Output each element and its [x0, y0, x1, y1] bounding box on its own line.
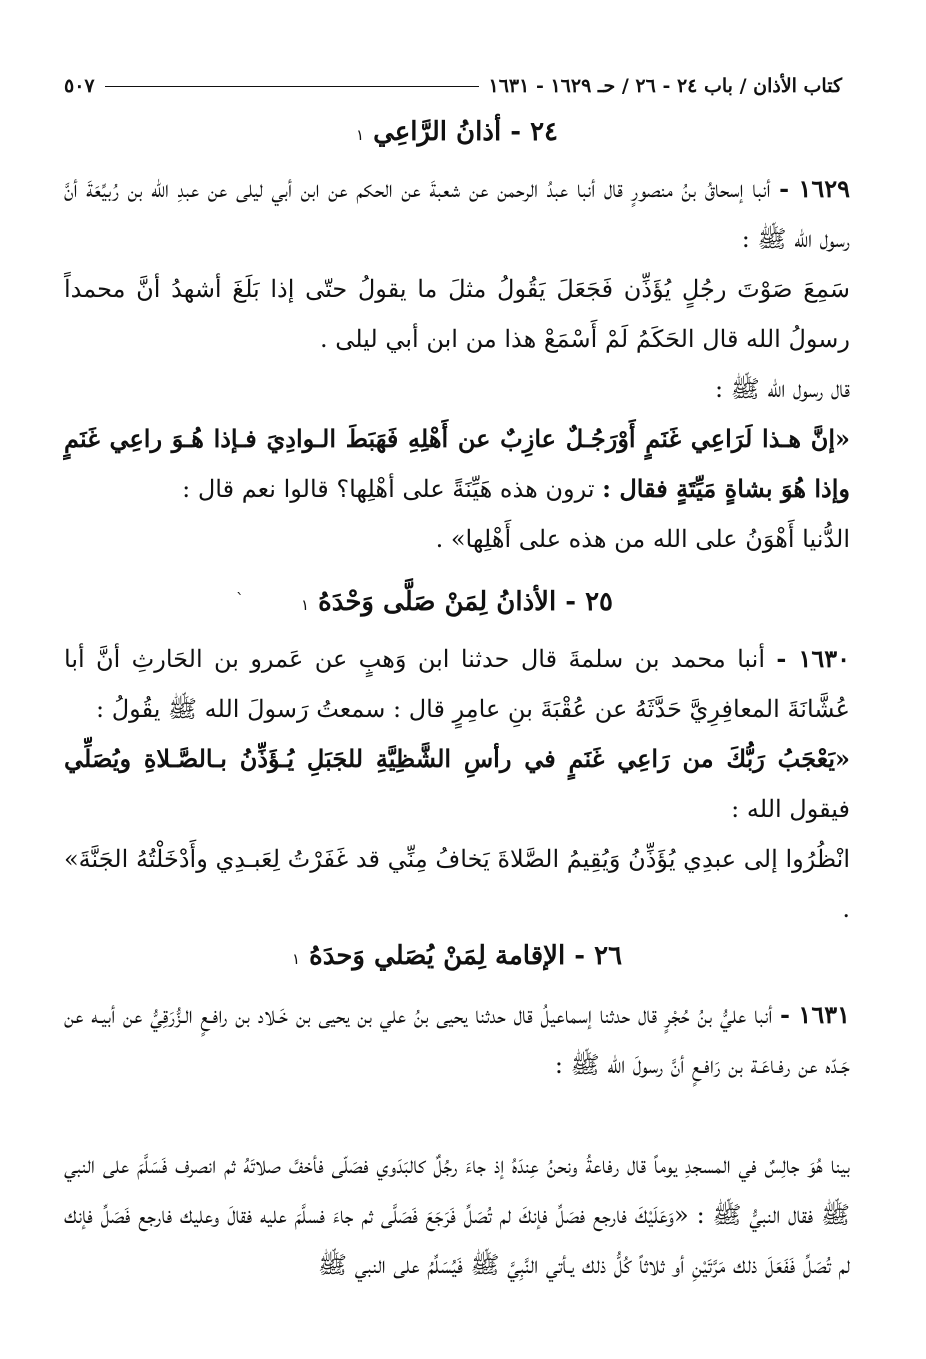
chapter-title: ٢٥ - الأذانُ لِمَنْ صَلَّى وَحْدَهُ	[318, 587, 614, 617]
hadith-1630-isnad	[64, 634, 850, 734]
hadith-1629-text	[64, 264, 850, 364]
stray-mark: `	[236, 590, 244, 609]
hadith-1630-quote	[64, 734, 850, 834]
paragraph: ترون هذه هَيِّنَةً على أهْلِها؟ قالوا نعم قال :	[182, 475, 603, 503]
footnote-mark: ١	[300, 596, 310, 614]
quote-text: «إنَّ هـذا لَرَاعِي غَنَمٍ أَوْرَجُـلٌ عازِبٌ عن أَهْلِهِ فَهَبَطَ الـوادِيَ فـإذا هُـوَ راعِي غَنَمٍ وإذا هُوَ بشاةٍ مَيِّتَةٍ فقال :	[64, 424, 850, 503]
footnote-mark: ١	[355, 126, 365, 144]
chapter-heading-25	[64, 582, 850, 625]
chapter-heading-26	[64, 936, 850, 979]
hadith-number: ١٦٣١ -	[780, 1000, 850, 1029]
paragraph: الدُّنيا أَهْوَنُ على الله من هذه على أَهْلِها» .	[435, 525, 850, 553]
page-number: ٥٠٧	[64, 75, 95, 97]
running-header	[64, 68, 842, 104]
hadith-number: ١٦٢٩ -	[779, 174, 850, 203]
hadith-1631-text	[64, 1140, 850, 1290]
isnad-text: أنبا محمد بن سلمةَ قال حدثنا ابن وَهبٍ عن عَمرو بن الحَارثِ أنَّ أبا عُشَّانَةَ المعافِرِيَّ حَدَّثَهُ عن عُقْبَةَ بنِ عامِرٍ قال : سمعتُ رَسولَ الله ﷺ يقُولُ :	[64, 645, 850, 723]
hadith-1630-end	[64, 834, 850, 934]
hadith-1629-end	[64, 514, 850, 564]
isnad-text: أنبا إسحاقُ بنُ منصورٍ قال أنبا عبدُ الرحمن عن شعبةَ عن الحكم عن ابن أبي ليلى عن عبدِ الله بن رُبيِّعَةَ أنَّ رسول الله ﷺ :	[64, 175, 850, 253]
paragraph: سَمِعَ صَوْتَ رجُلٍ يُؤَذِّن فَجَعَلَ يَقُولُ مثلَ ما يقولُ حتّى إذا بَلَغَ أشهدُ أنَّ محمداً رسولُ الله قال الحَكَمُ لَمْ أَسْمَعْ هذا من ابن أبي ليلى .	[64, 275, 850, 353]
footnote-mark: ١	[291, 950, 301, 968]
header-rule	[105, 86, 479, 87]
hadith-1629-isnad	[64, 164, 850, 264]
hadith-1629-speaker	[64, 364, 850, 414]
paragraph: قال رسول الله ﷺ :	[715, 375, 850, 403]
paragraph: فيقول الله :	[731, 795, 850, 823]
hadith-number: ١٦٣٠ -	[776, 644, 850, 673]
chapter-title: ٢٦ - الإقامة لِمَنْ يُصَلي وَحدَهُ	[309, 941, 623, 971]
hadith-1631-isnad	[64, 990, 850, 1090]
hadith-1629-quote	[64, 414, 850, 514]
paragraph: انْظُرُوا إلى عبدِي يُؤَذِّنُ وَيُقِيمُ الصَّلاةَ يَخافُ مِنِّي قد غَفَرْتُ لِعَبـدِي وأَدْخَلْتُهُ الجَنَّةَ» .	[64, 845, 850, 923]
isnad-text: أنبا عليُّ بنُ حُجْرٍ قال حدثنا إسماعيلُ قال حدثنا يحيى بنُ علي بن يحيى بن خَـلاد بن رافـعٍ الـزُّرَقِيُّ عن أبيـه عن جَـدّه عن رفـاعَـة بن رَافـعٍ أنَّ رسولَ الله ﷺ :	[64, 1001, 850, 1079]
chapter-title: ٢٤ - أذانُ الرَّاعِي	[373, 117, 559, 147]
chapter-heading-24	[64, 112, 850, 155]
paragraph: بينا هُوَ جالِسٌ في المسجدِ يوماً قال رفاعةُ ونحنُ عِندَهُ إذ جاءَ رجُلٌ كالبَدَوي فصَلّى فأخفَّ صلاتَهُ ثم انصرف فَسَلَّمَ على النبي ﷺ فقال النبيُّ ﷺ : «وَعَلَيْكَ فارجع فصَلِّ فإنكَ لم تُصَلِّ فَرَجَعَ فَصَلَّى ثم جاءَ فسلَّمَ عليه فقالَ وعليك فارجع فَصَلِّ فإنك لم تُصَلِّ فَفَعَلَ ذلك مَرَّتَيْنِ أو ثلاثاً كُلُّ ذلك يـأتي النَّبِيَّ ﷺ فَيُسَلِّمُ على النبي ﷺ	[64, 1151, 850, 1279]
quote-text: «يَعْجَبُ رَبُّكَ من رَاعِي غَنَمٍ في رأسِ الشَّظِيَّةِ للجَبَلِ يُـؤَذِّنُ بـالصَّـلاةِ ويُصَلِّي	[64, 744, 850, 773]
running-title: كتاب الأذان / باب ٢٤ - ٢٦ / حـ ١٦٢٩ - ١٦٣١	[488, 75, 842, 97]
